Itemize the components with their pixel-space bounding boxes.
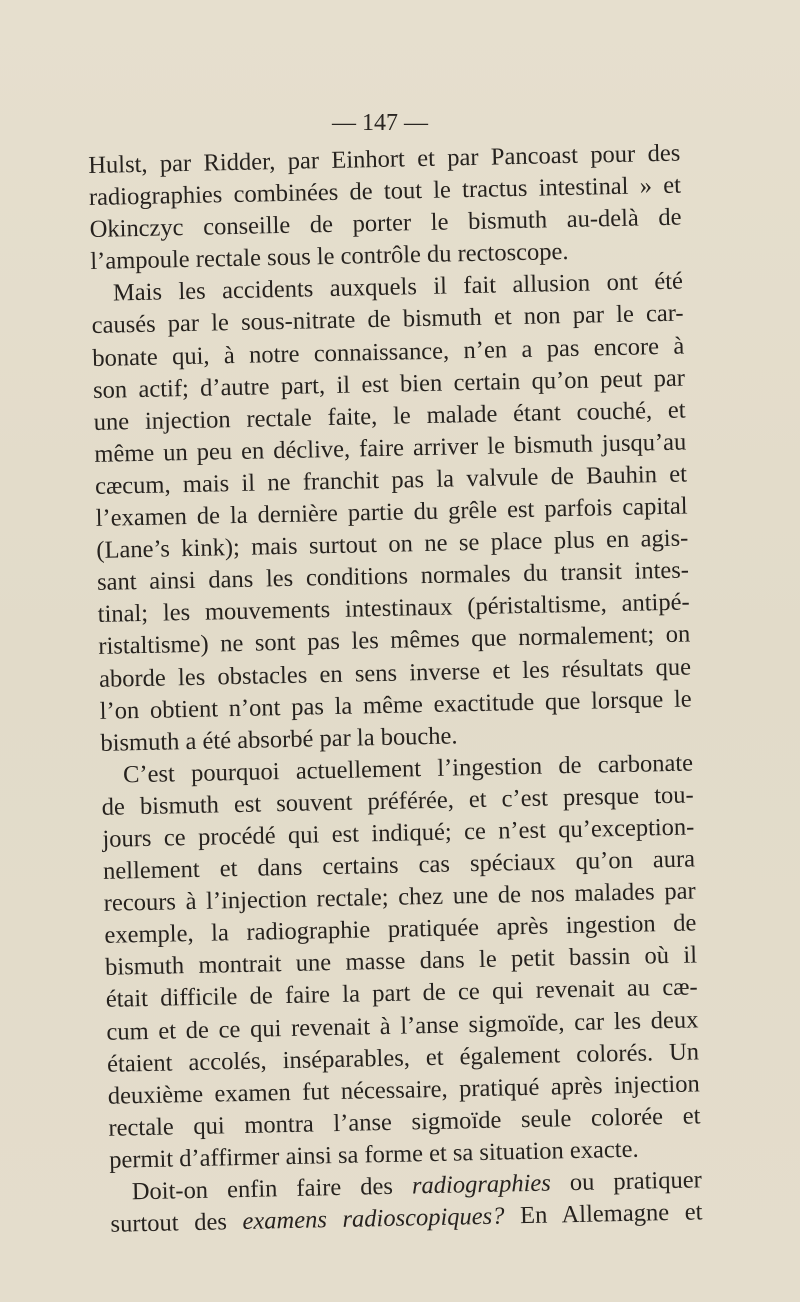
text-line: tinal; les mouvements intestinaux (péristaltisme, antipé-: [97, 588, 690, 629]
text-line: de bismuth est souvent préférée, et c’est presque tou-: [101, 781, 694, 821]
text-line: Okinczyc conseille de porter le bismuth au-delà de: [89, 203, 682, 244]
text-line: était difficile de faire la part de ce qui revenait au cæ-: [105, 973, 698, 1014]
text-line: l’on obtient n’ont pas la même exactitude que lorsque le: [99, 685, 692, 725]
text-segment: En Allemagne et: [519, 1198, 703, 1230]
text-line: même un peu en déclive, faire arriver le bismuth jusqu’au: [94, 428, 687, 468]
text-line: recours à l’injection rectale; chez une de nos malades par: [103, 877, 696, 917]
text-line: rectale qui montra l’anse sigmoïde seule colorée et: [108, 1102, 701, 1142]
text-line: l’ampoule rectale sous le contrôle du rectoscope.: [90, 238, 569, 276]
text-line: deuxième examen fut nécessaire, pratiqué après injection: [107, 1070, 700, 1110]
text-line: exemple, la radiographie pratiquée après ingestion de: [104, 909, 697, 950]
text-line: permit d’affirmer ainsi sa forme et sa situation exacte.: [108, 1135, 639, 1174]
text-line: l’examen de la dernière partie du grêle est parfois capital: [95, 492, 688, 532]
text-segment: surtout des: [110, 1208, 228, 1238]
text-line: sant ainsi dans les conditions normales du transit intes-: [96, 556, 690, 597]
text-line: bonate qui, à notre connaissance, n’en a pas encore à: [92, 332, 685, 372]
italic-term: radiographies: [411, 1169, 552, 1200]
text-segment: Doit-on enfin faire des: [131, 1172, 394, 1206]
text-line: radiographies combinées de tout le tractus intestinal » et: [88, 171, 682, 212]
text-line: une injection rectale faite, le malade étant couché, et: [93, 396, 686, 436]
italic-term: examens radioscopiques?: [242, 1202, 505, 1236]
text-line: ristaltisme) ne sont pas les mêmes que normalement; on: [98, 620, 691, 661]
text-line: jours ce procédé qui est indiqué; ce n’est qu’exception-: [102, 813, 695, 853]
text-line: cum et de ce qui revenait à l’anse sigmoïde, car les deux: [106, 1005, 699, 1046]
text-line: cæcum, mais il ne franchit pas la valvule de Bauhin et: [94, 460, 688, 500]
text-line: étaient accolés, inséparables, et également colorés. Un: [106, 1038, 700, 1078]
text-line: Mais les accidents auxquels il fait allusion ont été: [112, 267, 684, 307]
text-line: Hulst, par Ridder, par Einhort et par Pancoast pour des: [88, 139, 681, 179]
text-line: bismuth montrait une masse dans le petit bassin où il: [104, 941, 698, 982]
page-number: — 147 —: [332, 110, 428, 136]
text-line: bismuth a été absorbé par la bouche.: [100, 722, 458, 757]
text-line: son actif; d’autre part, il est bien certain qu’on peut par: [92, 364, 686, 404]
body-text: [88, 138, 703, 1241]
text-line: aborde les obstacles en sens inverse et les résultats que: [98, 652, 692, 693]
text-line: C’est pourquoi actuellement l’ingestion de carbonate: [122, 749, 694, 789]
text-segment: ou pratiquer: [569, 1166, 703, 1197]
text-line: (Lane’s kink); mais surtout on ne se place plus en agis-: [96, 524, 689, 565]
text-line: causés par le sous-nitrate de bismuth et non par le car-: [91, 300, 684, 340]
text-line: nellement et dans certains cas spéciaux qu’on aura: [102, 845, 696, 885]
